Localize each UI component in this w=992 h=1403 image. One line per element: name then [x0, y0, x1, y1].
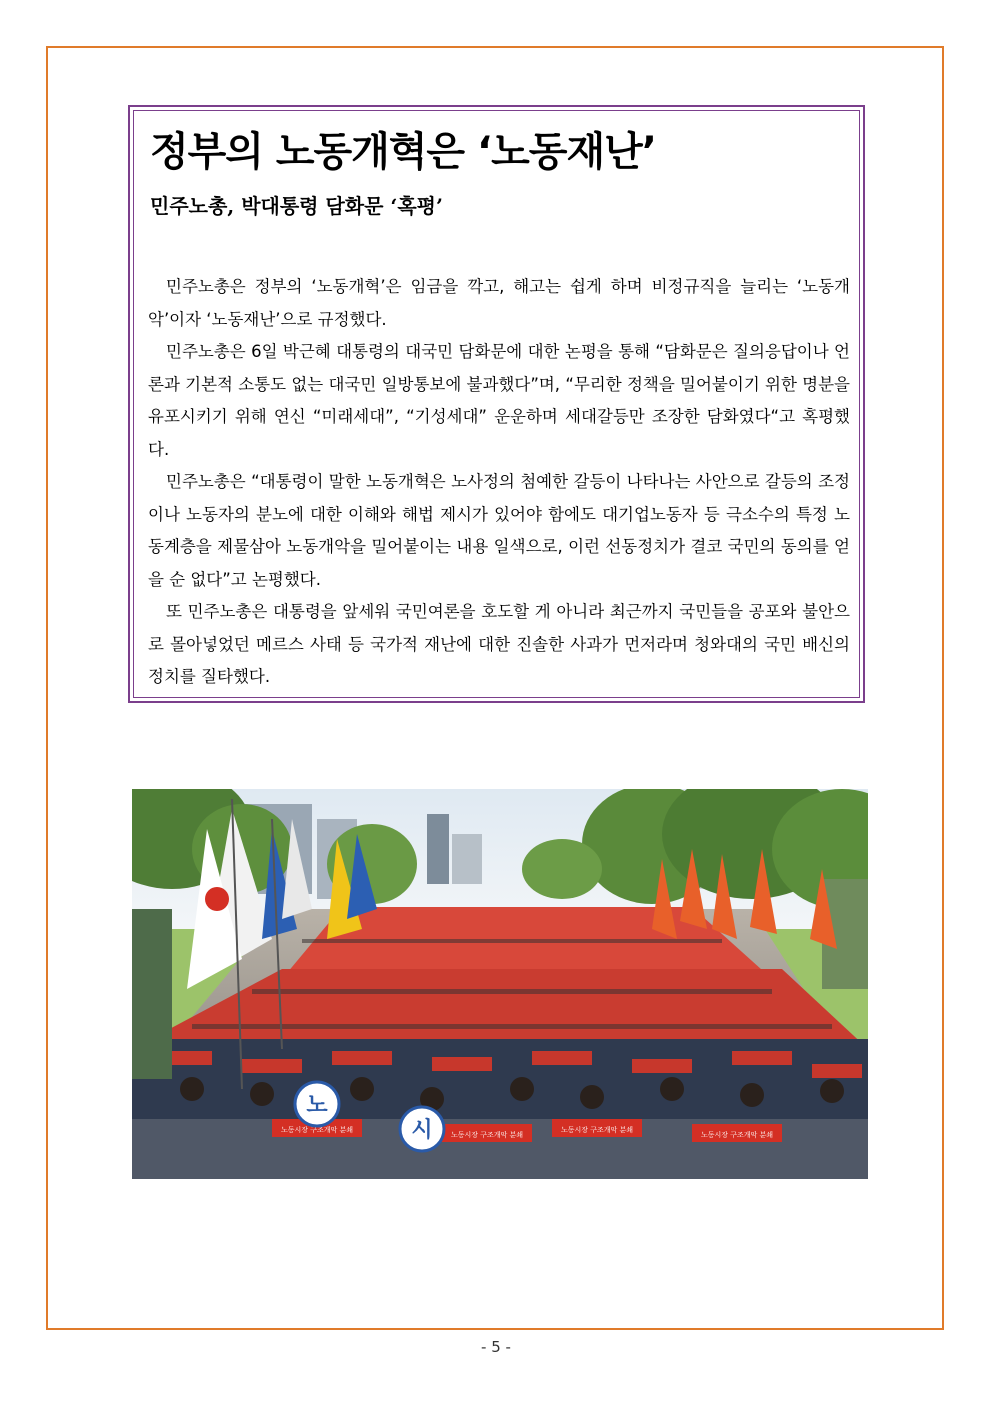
page-number: - 5 -: [481, 1338, 511, 1356]
protest-sign-text: 노동시장 구조개악 분쇄: [700, 1131, 774, 1139]
paragraph: 또 민주노총은 대통령을 앞세워 국민여론을 호도할 게 아니라 최근까지 국민들을 공포와 불안으로 몰아넣었던 메르스 사태 등 국가적 재난에 대한 진솔한 사과가 먼저라며 청와대의 국민 배신의 정치를 질타했다.: [148, 602, 850, 686]
article-box: [128, 105, 865, 703]
headline: 정부의 노동개혁은 ‘노동재난’: [150, 129, 656, 175]
subheadline: 민주노총, 박대통령 담화문 ‘혹평’: [150, 194, 443, 218]
paragraph: 민주노총은 “대통령이 말한 노동개혁은 노사정의 첨예한 갈등이 나타나는 사안으로 갈등의 조정이나 노동자의 분노에 대한 이해와 해법 제시가 있어야 함에도 대기업노동자 등 극소수의 특정 노동계층을 제물삼아 노동개악을 밀어붙이는 내용 일색으로, 이런 선동정치가 결코 국민의 동의를 얻을 순 없다”고 논평했다.: [148, 472, 850, 589]
balloon-letter: 시: [411, 1118, 433, 1143]
rally-photo: [132, 789, 868, 1179]
paragraph: 민주노총은 정부의 ‘노동개혁’은 임금을 깍고, 해고는 쉽게 하며 비정규직을 늘리는 ‘노동개악’이자 ‘노동재난’으로 규정했다.: [148, 277, 850, 329]
protest-sign-text: 노동시장 구조개악 분쇄: [450, 1131, 524, 1139]
paragraph: 민주노총은 6일 박근혜 대통령의 대국민 담화문에 대한 논평을 통해 “담화문은 질의응답이나 언론과 기본적 소통도 없는 대국민 일방통보에 불과했다”며, “무리한 정책을 밀어붙이기 위한 명분을 유포시키기 위해 연신 “미래세대”, “기성세대” 운운하며 세대갈등만 조장한 담화였다“고 혹평했다.: [148, 342, 850, 459]
balloon-letter: 노: [306, 1093, 328, 1118]
protest-sign-text: 노동시장 구조개악 분쇄: [280, 1126, 354, 1134]
rally-photo-illustration: [132, 789, 868, 1179]
article-inner-frame: [133, 110, 860, 698]
article-body: [148, 271, 850, 694]
protest-sign-text: 노동시장 구조개악 분쇄: [560, 1126, 634, 1134]
